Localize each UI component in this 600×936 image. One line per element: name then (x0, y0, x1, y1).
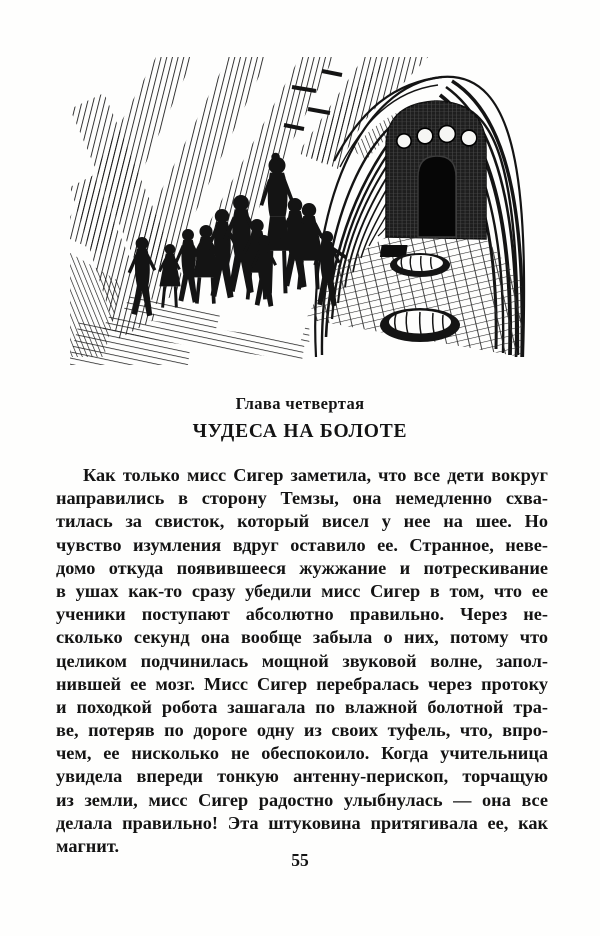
text-line: тилась за свисток, который висел у нее на шее. Но (56, 511, 548, 532)
text-line: домо откуда появившееся жужжание и потрескивание (56, 557, 548, 578)
body-paragraph (56, 464, 548, 858)
text-line: чувство изумления вдруг оставило ее. Странное, неве- (56, 534, 548, 555)
illustration-svg (70, 57, 530, 365)
text-line: чем, ее нисколько не обеспокоило. Когда учительница (56, 743, 548, 764)
text-line: из земли, мисс Сигер радостно улыбнулась — она все (56, 789, 548, 810)
text-line: ве, потеряв по дороге одну из своих туфель, что, впро- (56, 720, 548, 741)
tunnel-doorway (418, 156, 456, 237)
chapter-kicker: Глава четвертая (235, 394, 365, 413)
text-line: нившей ее мозг. Мисс Сигер перебралась через протоку (56, 673, 548, 694)
tunnel-arch (284, 71, 527, 365)
text-line: Как только мисс Сигер заметила, что все дети вокруг (83, 465, 548, 485)
chapter-title: ЧУДЕСА НА БОЛОТЕ (192, 421, 408, 442)
chapter-heading (0, 394, 600, 443)
chapter-illustration (70, 57, 530, 365)
text-line: ученики поступают абсолютно правильно. Через не- (56, 604, 548, 625)
text-line: делала правильно! Эта штуковина притягивала ее, как (56, 812, 548, 833)
text-line: направились в сторону Темзы, она немедленно схва- (56, 488, 548, 509)
text-line: целиком подчинилась мощной звуковой волне, запол- (56, 650, 548, 671)
text-line: сколько секунд она вообще забыла о них, потому что (56, 627, 548, 648)
text-line: в ушах как-то сразу убедили мисс Сигер в том, что ее (56, 580, 548, 601)
text-line: увидела впереди тонкую антенну-перископ, торчащую (56, 766, 548, 787)
page-number: 55 (291, 850, 309, 870)
text-line: магнит. (56, 836, 120, 856)
text-line: и походкой робота зашагала по влажной болотной тра- (56, 696, 548, 717)
